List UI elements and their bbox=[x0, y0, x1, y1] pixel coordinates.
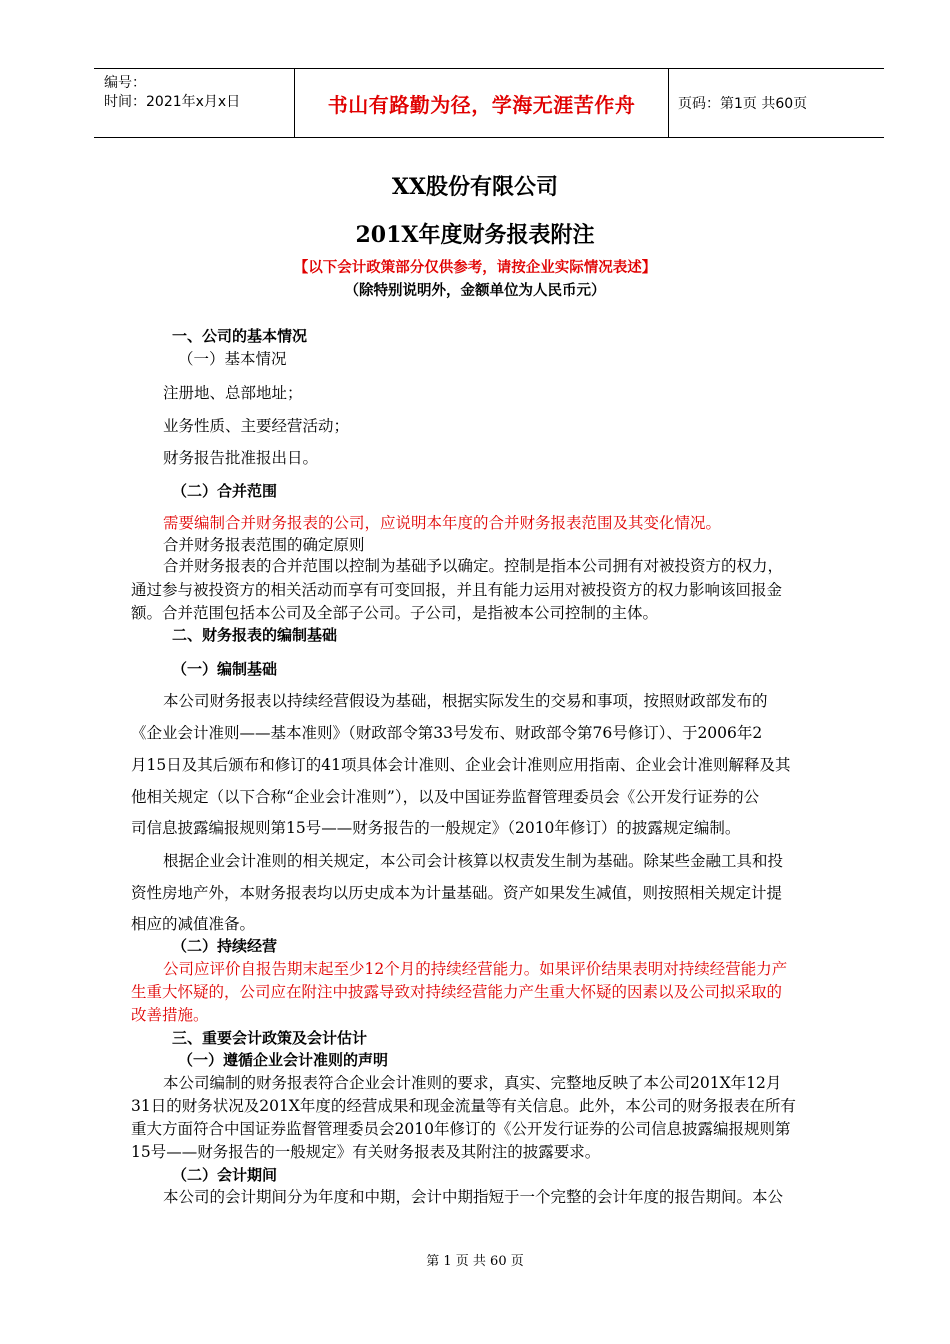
body-line: 合并财务报表范围的确定原则 bbox=[163, 536, 365, 554]
body-line: 合并财务报表的合并范围以控制为基础予以确定。控制是指本公司拥有对被投资方的权力， bbox=[163, 557, 784, 575]
body-line: 他相关规定（以下合称“企业会计准则”），以及中国证券监督管理委员会《公开发行证券的公 bbox=[131, 788, 760, 806]
guidance-line: 改善措施。 bbox=[131, 1006, 209, 1024]
header-motto: 书山有路勤为径，学海无涯苦作舟 bbox=[327, 92, 636, 117]
body-line: 司信息披露编报规则第15号——财务报告的一般规定》（2010年修订）的披露规定编制。 bbox=[131, 819, 741, 837]
header-meta bbox=[94, 69, 294, 137]
body-line: 本公司财务报表以持续经营假设为基础，根据实际发生的交易和事项，按照财政部发布的 bbox=[163, 692, 768, 710]
body-line: 业务性质、主要经营活动； bbox=[163, 417, 350, 435]
section-heading: 一、公司的基本情况 bbox=[172, 327, 308, 345]
body-line: 15号——财务报告的一般规定》有关财务报表及其附注的披露要求。 bbox=[131, 1143, 601, 1161]
subsection-heading: （二）会计期间 bbox=[172, 1166, 278, 1184]
currency-note: （除特别说明外，金额单位为人民币元） bbox=[344, 283, 606, 299]
subsection-heading: （二）持续经营 bbox=[172, 937, 278, 955]
reference-note: 【以下会计政策部分仅供参考，请按企业实际情况表述】 bbox=[293, 260, 657, 276]
number-label: 编号： bbox=[104, 75, 146, 91]
body-line: 财务报告批准报出日。 bbox=[163, 449, 319, 467]
body-line: 月15日及其后颁布和修订的41项具体会计准则、企业会计准则应用指南、企业会计准则解释及其 bbox=[131, 756, 791, 774]
document-title: 201X年度财务报表附注 bbox=[355, 222, 595, 248]
section-heading: 二、财务报表的编制基础 bbox=[172, 626, 338, 644]
guidance-line: 生重大怀疑的，公司应在附注中披露导致对持续经营能力产生重大怀疑的因素以及公司拟采取的 bbox=[131, 983, 783, 1001]
body-line: 本公司编制的财务报表符合企业会计准则的要求，真实、完整地反映了本公司201X年12月 bbox=[163, 1074, 782, 1092]
subsection-heading: （二）合并范围 bbox=[172, 482, 278, 500]
body-line: 重大方面符合中国证券监督管理委员会2010年修订的《公开发行证券的公司信息披露编报规则第 bbox=[131, 1120, 791, 1138]
subsection-heading: （一）基本情况 bbox=[178, 350, 287, 368]
body-line: 注册地、总部地址； bbox=[163, 384, 303, 402]
body-line: 根据企业会计准则的相关规定，本公司会计核算以权责发生制为基础。除某些金融工具和投 bbox=[163, 852, 784, 870]
body-line: 额。合并范围包括本公司及全部子公司。子公司，是指被本公司控制的主体。 bbox=[131, 604, 659, 622]
body-line: 资性房地产外，本财务报表均以历史成本为计量基础。资产如果发生减值，则按照相关规定计提 bbox=[131, 884, 783, 902]
time-label: 时间：2021年x月x日 bbox=[104, 94, 241, 110]
guidance-line: 需要编制合并财务报表的公司，应说明本年度的合并财务报表范围及其变化情况。 bbox=[163, 514, 722, 532]
header-motto-cell bbox=[294, 69, 669, 137]
body-line: 《企业会计准则——基本准则》（财政部令第33号发布、财政部令第76号修订）、于2006年2 bbox=[131, 724, 763, 742]
subsection-heading: （一）编制基础 bbox=[172, 660, 278, 678]
body-line: 本公司的会计期间分为年度和中期，会计中期指短于一个完整的会计年度的报告期间。本公 bbox=[163, 1188, 784, 1206]
page-footer: 第 1 页 共 60 页 bbox=[426, 1254, 524, 1269]
body-line: 31日的财务状况及201X年度的经营成果和现金流量等有关信息。此外，本公司的财务报表在所有 bbox=[131, 1097, 796, 1115]
body-line: 相应的减值准备。 bbox=[131, 915, 256, 933]
section-heading: 三、重要会计政策及会计估计 bbox=[172, 1029, 368, 1047]
guidance-line: 公司应评价自报告期末起至少12个月的持续经营能力。如果评价结果表明对持续经营能力产 bbox=[163, 960, 788, 978]
company-name: XX股份有限公司 bbox=[391, 174, 559, 200]
header-page-info: 页码：第1页 共60页 bbox=[678, 96, 808, 112]
page-header bbox=[94, 68, 884, 138]
body-line: 通过参与被投资方的相关活动而享有可变回报，并且有能力运用对被投资方的权力影响该回报金 bbox=[131, 581, 783, 599]
subsection-heading: （一）遵循企业会计准则的声明 bbox=[178, 1051, 389, 1069]
